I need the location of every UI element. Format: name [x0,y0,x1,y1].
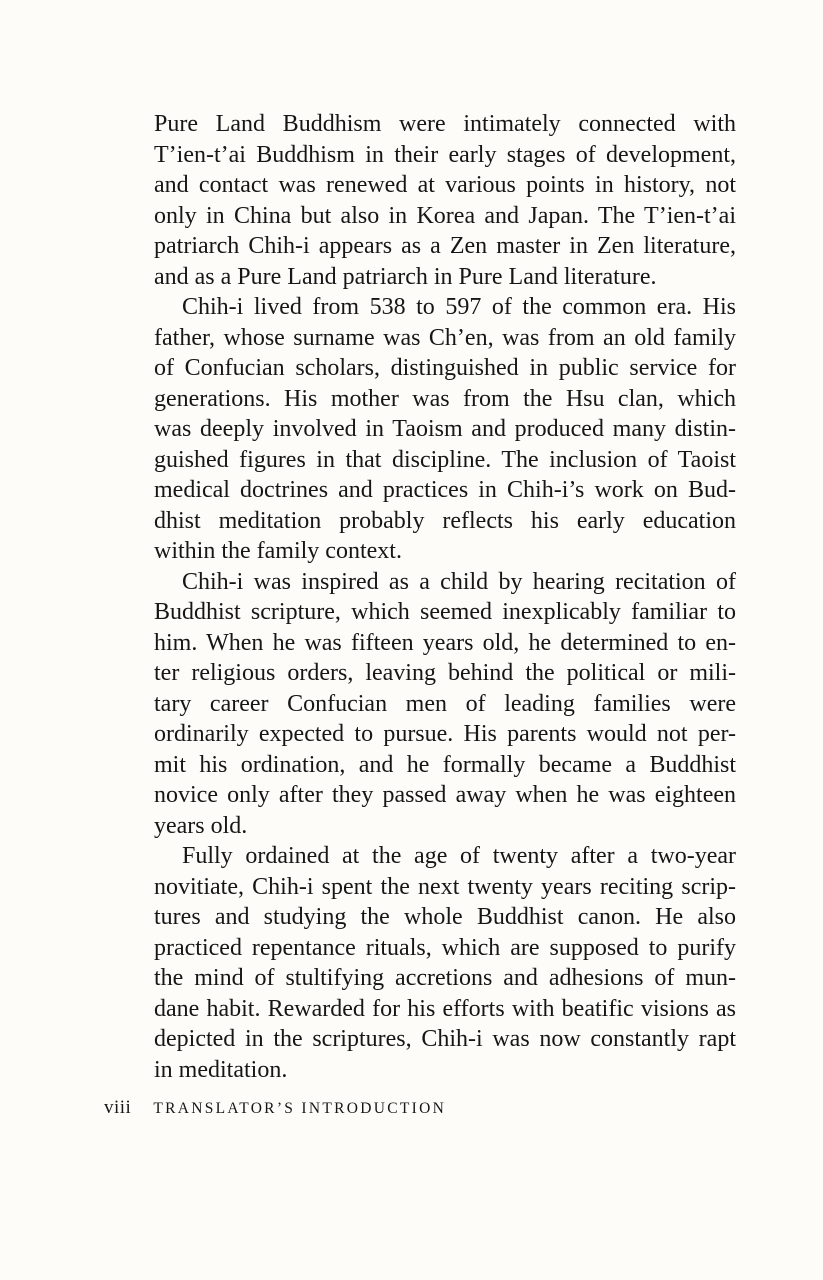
text-line: the mind of stultifying accretions and adhesions of mun- [154,965,736,991]
text-line: mit his ordination, and he formally became a Buddhist [154,751,736,778]
text-line: of Confucian scholars, distinguished in public service for [154,355,736,381]
text-line: ordinarily expected to pursue. His parents would not per- [154,721,736,747]
text-line: generations. His mother was from the Hsu clan, which [154,385,736,412]
text-line: Chih-i was inspired as a child by hearing recitation of [182,568,736,595]
text-line: dane habit. Rewarded for his efforts with beatific visions as [154,995,736,1022]
text-line: father, whose surname was Ch’en, was from an old family [154,324,736,351]
text-line: tures and studying the whole Buddhist canon. He also [154,904,736,930]
text-line: dhist meditation probably reflects his early education [154,507,736,534]
body-text [154,109,736,1085]
text-line: Pure Land Buddhism were intimately connected with [154,111,736,137]
page-footer [104,1097,446,1121]
text-line: depicted in the scriptures, Chih-i was now constantly rapt [154,1026,736,1052]
text-line: within the family context. [154,538,402,564]
page-number: viii [104,1097,132,1118]
text-line: him. When he was fifteen years old, he determined to en- [154,629,736,656]
running-head: TRANSLATOR’S INTRODUCTION [153,1100,447,1117]
text-line: and as a Pure Land patriarch in Pure Land literature. [154,263,657,290]
text-line: tary career Confucian men of leading families were [154,690,736,717]
text-line: in meditation. [154,1056,288,1083]
text-line: Buddhist scripture, which seemed inexplicably familiar to [154,599,736,625]
text-line: was deeply involved in Taoism and produced many distin- [154,416,736,442]
text-line: Chih-i lived from 538 to 597 of the common era. His [182,294,736,320]
text-line: novitiate, Chih-i spent the next twenty years reciting scrip- [154,873,736,900]
text-line: guished figures in that discipline. The inclusion of Taoist [154,446,736,473]
text-line: novice only after they passed away when he was eighteen [154,782,736,808]
text-line: only in China but also in Korea and Japan. The T’ien-t’ai [154,202,736,229]
text-line: medical doctrines and practices in Chih-i’s work on Bud- [154,477,736,503]
text-line: and contact was renewed at various points in history, not [154,172,736,198]
text-line: ter religious orders, leaving behind the political or mili- [154,660,736,686]
text-line: Fully ordained at the age of twenty after a two-year [182,843,736,869]
text-line: T’ien-t’ai Buddhism in their early stages of development, [154,141,736,168]
text-line: patriarch Chih-i appears as a Zen master in Zen literature, [154,233,736,259]
text-line: years old. [154,812,248,839]
text-line: practiced repentance rituals, which are supposed to purify [154,934,736,961]
